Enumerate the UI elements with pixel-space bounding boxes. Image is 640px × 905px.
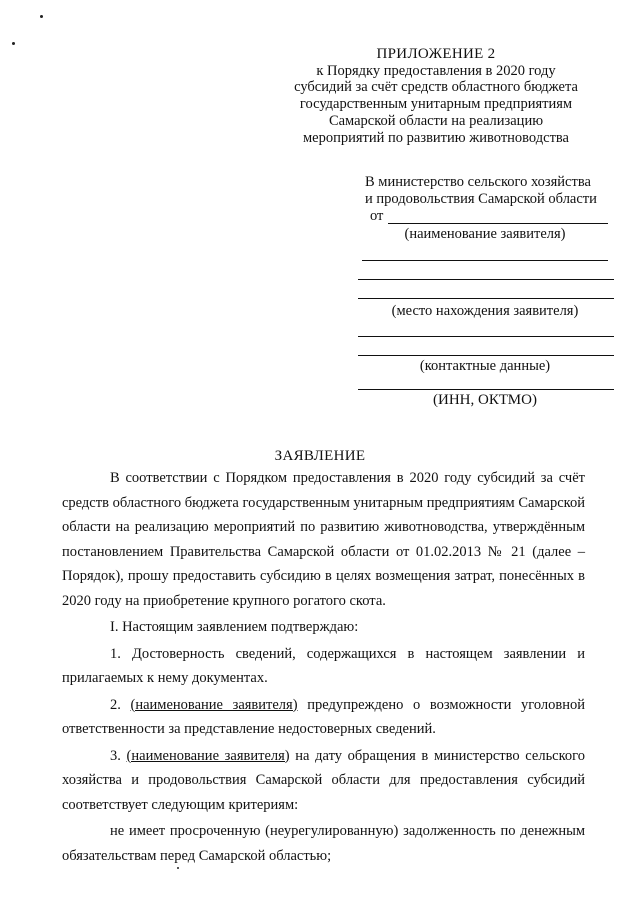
from-label: от [370,208,384,224]
blank-line [358,337,614,356]
statement-title: ЗАЯВЛЕНИЕ [274,448,366,464]
appendix-block [280,46,592,146]
appendix-line: мероприятий по развитию животноводства [303,129,569,146]
blank-line [358,280,614,299]
item-1: 1. Достоверность сведений, содержащихся в настоящем заявлении и прилагаемых к нему документах. [62,645,585,686]
statement-body [62,466,585,868]
from-line [356,208,614,226]
appendix-line: государственным унитарным предприятиям [299,96,573,113]
item-2-text: предупреждено о возможности уголовной ответственности за представление недостоверных сведений. [62,696,586,737]
caption-inn-oktmo: (ИНН, ОКТМО) [433,392,537,408]
item-3 [62,744,585,818]
scan-speck [40,15,43,18]
caption-contacts: (контактные данные) [419,358,551,374]
item-2-number: 2. [110,696,121,713]
item-2-applicant-name: (наименование заявителя) [130,696,298,713]
blank-line [358,375,614,390]
item-2 [62,693,585,742]
blank-line [358,261,614,280]
appendix-title: ПРИЛОЖЕНИЕ 2 [376,46,496,62]
caption-applicant-location: (место нахождения заявителя) [391,303,579,319]
caption-applicant-name: (наименование заявителя) [404,226,566,242]
blank-line [362,243,608,261]
criterion-1: не имеет просроченную (неурегулированную) задолженность по денежным обязательствам перед Самарской областью; [62,823,585,864]
item-3-text: на дату обращения в министерство сельского хозяйства и продовольствия Самарской области для предоставления субсидий соответствует следующим критериям: [62,747,586,813]
from-blank [388,223,608,224]
section-heading: I. Настоящим заявлением подтверждаю: [110,619,359,635]
intro-paragraph: В соответствии с Порядком предоставления в 2020 году субсидий за счёт средств областного бюджета государственным унитарным предприятиям Самарской области на реализацию мероприятий по развитию животноводства, утверждённым постановлением Правительства Самарской области от 01.02.2013 № 21 (далее – Порядок), прошу предоставить субсидию в целях возмещения затрат, понесённых в 2020 году на приобретение крупного рогатого скота. [62,470,585,609]
appendix-line: к Порядку предоставления в 2020 году [316,62,556,79]
scan-speck [12,42,15,45]
item-3-applicant-name: (наименование заявителя) [126,747,290,764]
appendix-line: Самарской области на реализацию [328,112,544,129]
blank-line [358,320,614,337]
appendix-line: субсидий за счёт средств областного бюджета [294,79,578,96]
addressee-line: В министерство сельского хозяйства [365,174,591,190]
item-3-number: 3. [110,747,121,764]
addressee-block [356,174,614,409]
addressee-line: и продовольствия Самарской области [365,191,597,207]
